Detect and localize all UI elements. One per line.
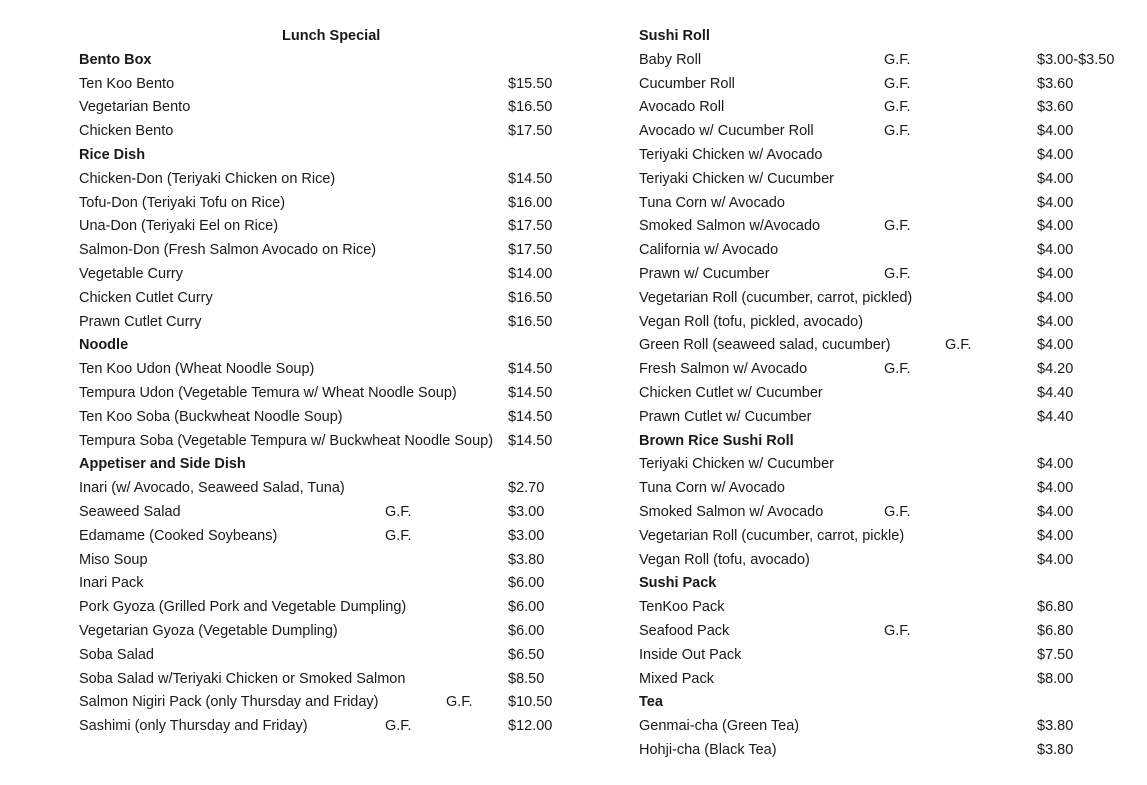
menu-item-row	[639, 239, 1139, 263]
menu-item-price: $16.00	[508, 194, 553, 211]
menu-item-name: Tempura Udon (Vegetable Temura w/ Wheat Noodle Soup)	[79, 384, 457, 401]
lunch-special-column	[79, 25, 569, 739]
menu-item-row	[639, 406, 1139, 430]
section-heading-noodle: Noodle	[79, 337, 129, 354]
section-heading-row	[79, 453, 569, 477]
menu-item-name: Chicken Bento	[79, 123, 174, 140]
menu-item-price: $4.00	[1037, 551, 1074, 568]
menu-item-price: $4.00	[1037, 123, 1074, 140]
menu-item-name: Prawn Cutlet Curry	[79, 313, 202, 330]
menu-item-row	[79, 287, 569, 311]
menu-item-name: Ten Koo Udon (Wheat Noodle Soup)	[79, 361, 315, 378]
gluten-free-marker: G.F.	[884, 123, 911, 140]
menu-item-name: Una-Don (Teriyaki Eel on Rice)	[79, 218, 279, 235]
menu-item-price: $4.20	[1037, 361, 1074, 378]
menu-item-row	[79, 311, 569, 335]
menu-item-row	[79, 96, 569, 120]
menu-item-price: $14.50	[508, 384, 553, 401]
gluten-free-marker: G.F.	[446, 694, 473, 711]
menu-item-row	[639, 382, 1139, 406]
menu-item-name: Miso Soup	[79, 551, 148, 568]
menu-item-price: $4.00	[1037, 170, 1074, 187]
menu-item-row	[79, 525, 569, 549]
menu-item-row	[639, 596, 1139, 620]
section-heading-row	[79, 49, 569, 73]
menu-item-name: Chicken Cutlet Curry	[79, 289, 213, 306]
menu-item-row	[79, 215, 569, 239]
menu-item-price: $4.40	[1037, 384, 1074, 401]
menu-item-name: Tempura Soba (Vegetable Tempura w/ Buckwheat Noodle Soup)	[79, 432, 494, 449]
menu-item-price: $12.00	[508, 718, 553, 735]
menu-item-price: $14.00	[508, 265, 553, 282]
menu-item-price: $6.00	[508, 622, 545, 639]
gluten-free-marker: G.F.	[385, 527, 412, 544]
menu-item-price: $4.00	[1037, 146, 1074, 163]
menu-item-row	[639, 144, 1139, 168]
section-heading-sushi-roll: Sushi Roll	[639, 28, 710, 44]
menu-item-name: Vegetarian Bento	[79, 99, 191, 116]
menu-item-row	[79, 620, 569, 644]
menu-title: Lunch Special	[282, 28, 381, 44]
menu-item-price: $6.80	[1037, 622, 1074, 639]
menu-item-price: $14.50	[508, 408, 553, 425]
menu-item-name: Hohji-cha (Black Tea)	[639, 741, 777, 758]
menu-item-name: Pork Gyoza (Grilled Pork and Vegetable Dumpling)	[79, 599, 407, 616]
menu-item-name: Vegetarian Gyoza (Vegetable Dumpling)	[79, 622, 338, 639]
menu-item-row	[79, 668, 569, 692]
gluten-free-marker: G.F.	[884, 51, 911, 68]
menu-item-name: Vegetarian Roll (cucumber, carrot, pickled)	[639, 289, 913, 306]
menu-item-row	[639, 477, 1139, 501]
menu-item-name: Cucumber Roll	[639, 75, 735, 92]
menu-item-name: Vegetable Curry	[79, 265, 183, 282]
menu-item-name: Soba Salad w/Teriyaki Chicken or Smoked Salmon	[79, 670, 406, 687]
menu-item-name: Mixed Pack	[639, 670, 714, 687]
menu-title-row	[79, 25, 569, 49]
section-heading-rice-dish: Rice Dish	[79, 146, 146, 163]
menu-item-row	[639, 287, 1139, 311]
menu-item-name: Smoked Salmon w/ Avocado	[639, 503, 824, 520]
menu-item-price: $4.00	[1037, 218, 1074, 235]
section-heading-bento-box: Bento Box	[79, 51, 152, 68]
menu-item-name: TenKoo Pack	[639, 599, 725, 616]
menu-item-price: $15.50	[508, 75, 553, 92]
menu-item-name: Teriyaki Chicken w/ Cucumber	[639, 170, 835, 187]
menu-item-row	[639, 120, 1139, 144]
menu-item-name: Fresh Salmon w/ Avocado	[639, 361, 808, 378]
menu-item-price: $17.50	[508, 242, 553, 259]
menu-item-name: Teriyaki Chicken w/ Avocado	[639, 146, 823, 163]
menu-item-row	[639, 358, 1139, 382]
menu-item-row	[639, 715, 1139, 739]
menu-item-row	[79, 596, 569, 620]
section-heading-row	[79, 334, 569, 358]
gluten-free-marker: G.F.	[884, 503, 911, 520]
menu-item-row	[79, 477, 569, 501]
menu-item-name: Edamame (Cooked Soybeans)	[79, 527, 278, 544]
menu-item-price: $10.50	[508, 694, 553, 711]
menu-item-price: $3.00-$3.50	[1037, 51, 1115, 68]
menu-item-row	[79, 73, 569, 97]
menu-item-row	[639, 453, 1139, 477]
menu-item-name: Seafood Pack	[639, 622, 730, 639]
menu-item-row	[639, 96, 1139, 120]
menu-item-row	[639, 525, 1139, 549]
menu-item-price: $4.00	[1037, 456, 1074, 473]
gluten-free-marker: G.F.	[884, 265, 911, 282]
menu-item-row	[639, 668, 1139, 692]
menu-item-price: $3.00	[508, 527, 545, 544]
menu-item-row	[79, 406, 569, 430]
menu-item-price: $3.00	[508, 503, 545, 520]
section-heading-brown-rice-sushi-roll: Brown Rice Sushi Roll	[639, 432, 794, 449]
menu-item-row	[79, 549, 569, 573]
section-heading-row	[639, 691, 1139, 715]
menu-item-price: $4.00	[1037, 313, 1074, 330]
menu-item-row	[79, 715, 569, 739]
menu-item-name: Prawn Cutlet w/ Cucumber	[639, 408, 812, 425]
section-heading-row	[639, 572, 1139, 596]
menu-item-row	[639, 192, 1139, 216]
menu-item-price: $14.50	[508, 170, 553, 187]
menu-item-price: $3.80	[508, 551, 545, 568]
menu-item-row	[79, 691, 569, 715]
section-heading-row	[639, 430, 1139, 454]
menu-item-name: Soba Salad	[79, 646, 154, 663]
gluten-free-marker: G.F.	[884, 361, 911, 378]
gluten-free-marker: G.F.	[385, 718, 412, 735]
menu-item-price: $14.50	[508, 361, 553, 378]
menu-item-row	[79, 644, 569, 668]
menu-item-name: Chicken-Don (Teriyaki Chicken on Rice)	[79, 170, 336, 187]
section-heading-tea: Tea	[639, 694, 663, 711]
menu-item-price: $16.50	[508, 289, 553, 306]
menu-item-price: $2.70	[508, 480, 545, 497]
menu-item-price: $3.60	[1037, 75, 1074, 92]
menu-item-row	[79, 239, 569, 263]
gluten-free-marker: G.F.	[884, 99, 911, 116]
section-heading-sushi-pack: Sushi Pack	[639, 575, 717, 592]
section-heading-row	[79, 144, 569, 168]
menu-item-price: $6.00	[508, 599, 545, 616]
menu-item-name: Sashimi (only Thursday and Friday)	[79, 718, 308, 735]
menu-item-name: Tuna Corn w/ Avocado	[639, 194, 785, 211]
menu-item-name: Prawn w/ Cucumber	[639, 265, 770, 282]
menu-item-row	[639, 549, 1139, 573]
menu-item-price: $3.60	[1037, 99, 1074, 116]
menu-item-name: Chicken Cutlet w/ Cucumber	[639, 384, 823, 401]
menu-item-row	[79, 358, 569, 382]
menu-item-name: Green Roll (seaweed salad, cucumber)	[639, 337, 891, 354]
menu-item-price: $4.40	[1037, 408, 1074, 425]
menu-item-row	[79, 382, 569, 406]
menu-item-name: Tuna Corn w/ Avocado	[639, 480, 785, 497]
gluten-free-marker: G.F.	[884, 75, 911, 92]
menu-item-name: Tofu-Don (Teriyaki Tofu on Rice)	[79, 194, 286, 211]
menu-item-price: $8.50	[508, 670, 545, 687]
menu-item-row	[639, 311, 1139, 335]
menu-item-name: Inari Pack	[79, 575, 144, 592]
menu-item-name: Salmon-Don (Fresh Salmon Avocado on Rice)	[79, 242, 377, 259]
menu-item-price: $4.00	[1037, 337, 1074, 354]
gluten-free-marker: G.F.	[884, 622, 911, 639]
menu-item-row	[639, 739, 1139, 763]
menu-item-price: $4.00	[1037, 242, 1074, 259]
menu-item-price: $6.50	[508, 646, 545, 663]
menu-item-price: $4.00	[1037, 289, 1074, 306]
menu-item-price: $8.00	[1037, 670, 1074, 687]
menu-item-price: $3.80	[1037, 718, 1074, 735]
menu-item-row	[79, 192, 569, 216]
menu-item-row	[639, 644, 1139, 668]
menu-item-name: Salmon Nigiri Pack (only Thursday and Friday)	[79, 694, 379, 711]
menu-item-name: Seaweed Salad	[79, 503, 181, 520]
menu-item-price: $7.50	[1037, 646, 1074, 663]
menu-item-row	[639, 263, 1139, 287]
gluten-free-marker: G.F.	[945, 337, 972, 354]
menu-item-row	[79, 501, 569, 525]
menu-item-price: $16.50	[508, 99, 553, 116]
menu-item-name: Inari (w/ Avocado, Seaweed Salad, Tuna)	[79, 480, 345, 497]
menu-item-row	[79, 120, 569, 144]
menu-item-price: $6.00	[508, 575, 545, 592]
menu-item-row	[639, 501, 1139, 525]
menu-item-price: $14.50	[508, 432, 553, 449]
menu-item-name: Ten Koo Soba (Buckwheat Noodle Soup)	[79, 408, 343, 425]
menu-item-row	[79, 572, 569, 596]
menu-item-row	[639, 334, 1139, 358]
menu-item-name: Genmai-cha (Green Tea)	[639, 718, 800, 735]
menu-item-price: $4.00	[1037, 265, 1074, 282]
menu-item-row	[639, 215, 1139, 239]
menu-item-name: California w/ Avocado	[639, 242, 779, 259]
menu-item-name: Baby Roll	[639, 51, 702, 68]
menu-item-name: Teriyaki Chicken w/ Cucumber	[639, 456, 835, 473]
menu-item-name: Vegan Roll (tofu, avocado)	[639, 551, 810, 568]
menu-item-price: $3.80	[1037, 741, 1074, 758]
menu-item-row	[79, 263, 569, 287]
menu-item-name: Avocado w/ Cucumber Roll	[639, 123, 814, 140]
gluten-free-marker: G.F.	[884, 218, 911, 235]
menu-item-price: $17.50	[508, 218, 553, 235]
section-heading-appetiser-and-side-dish: Appetiser and Side Dish	[79, 456, 246, 473]
menu-item-price: $4.00	[1037, 503, 1074, 520]
menu-item-name: Inside Out Pack	[639, 646, 742, 663]
sushi-tea-column	[639, 25, 1139, 763]
menu-item-price: $6.80	[1037, 599, 1074, 616]
menu-item-price: $16.50	[508, 313, 553, 330]
menu-item-row	[79, 430, 569, 454]
menu-item-price: $17.50	[508, 123, 553, 140]
menu-item-name: Vegan Roll (tofu, pickled, avocado)	[639, 313, 864, 330]
menu-item-name: Vegetarian Roll (cucumber, carrot, pickle)	[639, 527, 905, 544]
menu-item-row	[79, 168, 569, 192]
menu-item-row	[639, 73, 1139, 97]
menu-item-row	[639, 49, 1139, 73]
menu-item-row	[639, 620, 1139, 644]
menu-item-row	[639, 168, 1139, 192]
menu-item-price: $4.00	[1037, 194, 1074, 211]
menu-item-name: Smoked Salmon w/Avocado	[639, 218, 821, 235]
section-heading-row	[639, 25, 1139, 49]
menu-item-name: Avocado Roll	[639, 99, 725, 116]
gluten-free-marker: G.F.	[385, 503, 412, 520]
menu-item-price: $4.00	[1037, 480, 1074, 497]
menu-item-name: Ten Koo Bento	[79, 75, 175, 92]
menu-item-price: $4.00	[1037, 527, 1074, 544]
